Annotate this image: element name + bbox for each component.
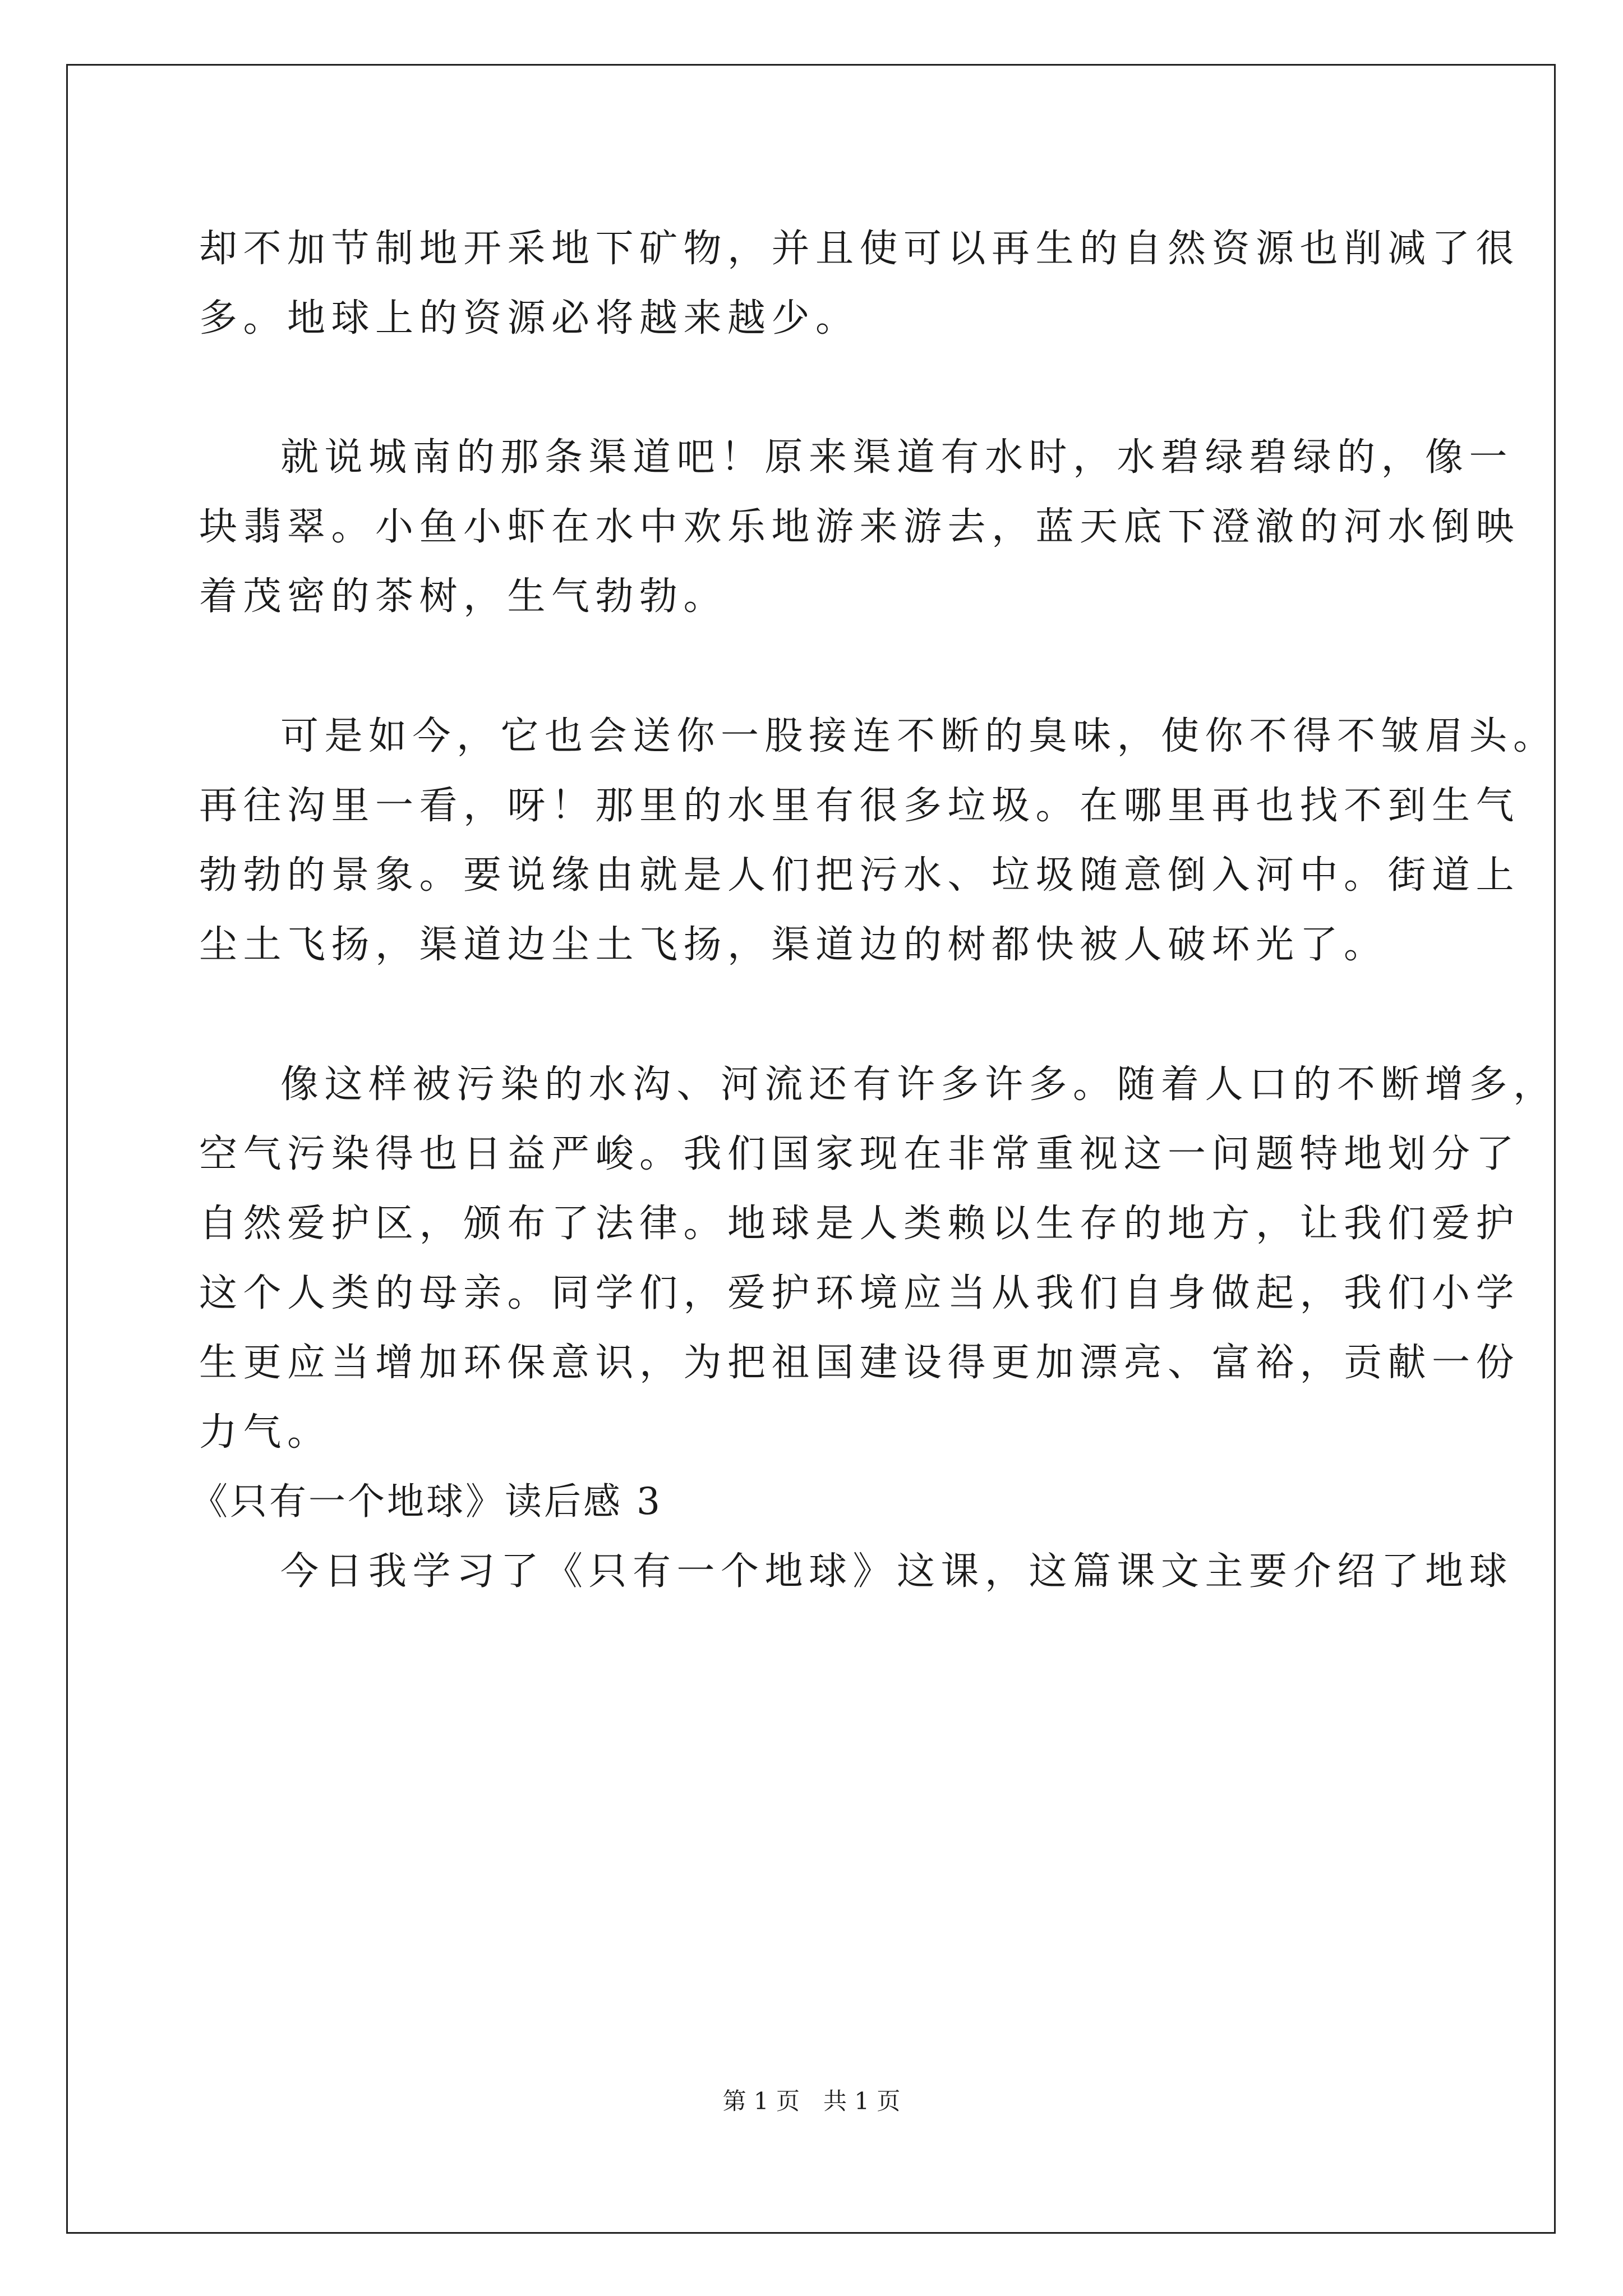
body-line-10: 像这样被污染的水沟、河流还有许多许多。随着人口的不断增多， (280, 1062, 1557, 1107)
body-line-5: 着茂密的茶树，生气勃勃。 (199, 574, 728, 619)
body-line-6: 可是如今，它也会送你一股接连不断的臭味，使你不得不皱眉头。 (280, 714, 1557, 758)
body-line-14: 生更应当增加环保意识，为把祖国建设得更加漂亮、富裕，贡献一份 (199, 1341, 1520, 1385)
body-line-9: 尘土飞扬，渠道边尘土飞扬，渠道边的树都快被人破坏光了。 (199, 923, 1388, 967)
section-heading: 《只有一个地球》读后感 3 (191, 1480, 662, 1523)
body-line-3: 就说城南的那条渠道吧！原来渠道有水时，水碧绿碧绿的，像一 (280, 435, 1514, 480)
body-line-13: 这个人类的母亲。同学们，爱护环境应当从我们自身做起，我们小学 (199, 1271, 1520, 1315)
body-line-12: 自然爱护区，颁布了法律。地球是人类赖以生存的地方，让我们爱护 (199, 1202, 1520, 1246)
body-line-1: 却不加节制地开采地下矿物，并且使可以再生的自然资源也削减了很 (199, 227, 1520, 271)
body-line-8: 勃勃的景象。要说缘由就是人们把污水、垃圾随意倒入河中。街道上 (199, 853, 1520, 898)
body-line-16: 今日我学习了《只有一个地球》这课，这篇课文主要介绍了地球 (280, 1549, 1514, 1594)
body-line-11: 空气污染得也日益严峻。我们国家现在非常重视这一问题特地划分了 (199, 1132, 1520, 1176)
page-footer: 第 1 页 共 1 页 (722, 2087, 901, 2115)
body-line-4: 块翡翠。小鱼小虾在水中欢乐地游来游去，蓝天底下澄澈的河水倒映 (199, 505, 1520, 549)
body-line-15: 力气。 (199, 1410, 331, 1455)
body-line-2: 多。地球上的资源必将越来越少。 (199, 296, 860, 341)
body-line-7: 再往沟里一看，呀！那里的水里有很多垃圾。在哪里再也找不到生气 (199, 784, 1520, 828)
